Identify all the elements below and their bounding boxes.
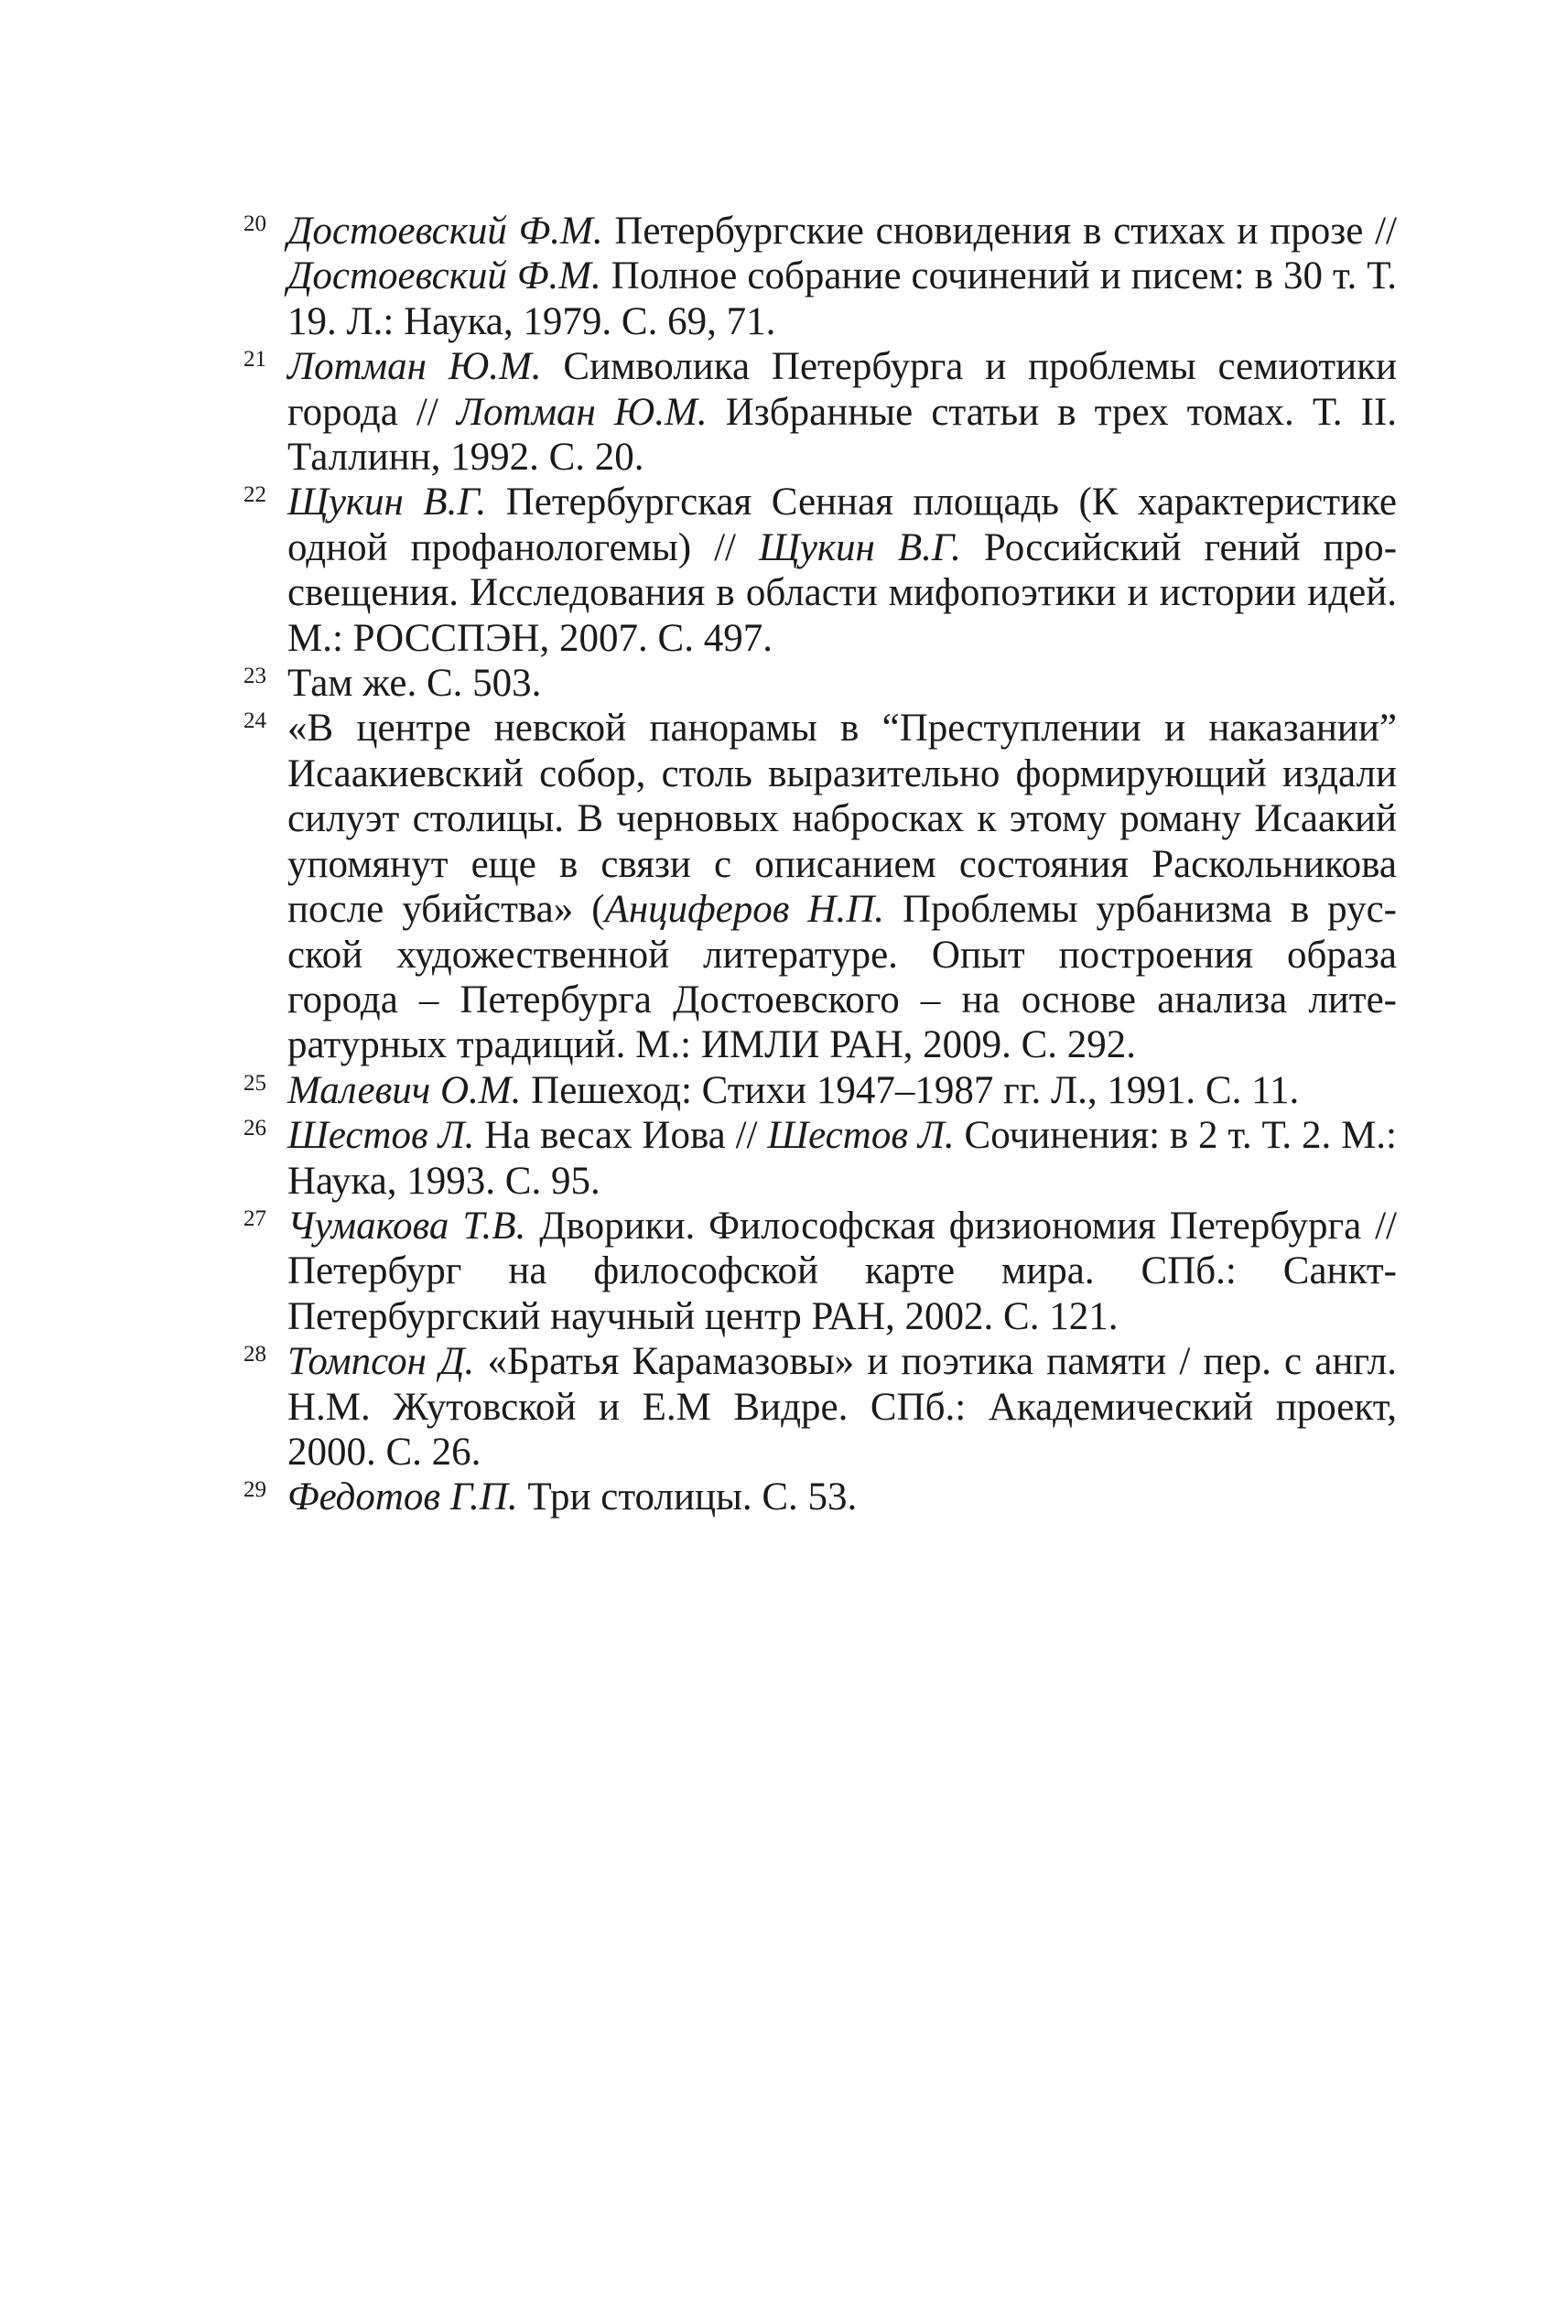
citation-text: Там же. С. 503. <box>287 662 542 706</box>
footnote-number: 24 <box>243 708 266 734</box>
footnote-23 <box>243 661 1397 706</box>
author-name: Томпсон Д. <box>287 1340 475 1384</box>
citation-text: Российский гений просвещения. Исследования в области мифопоэтики и истории идей. М.: РОССПЭН, 2007. С. 497. <box>287 525 1398 660</box>
footnote-text <box>287 1069 1299 1112</box>
author-name: Щукин В.Г. <box>287 481 487 524</box>
citation-text: Петербургские сновидения в стихах и прозе // <box>602 210 1397 253</box>
footnote-number: 25 <box>243 1070 266 1096</box>
footnote-text <box>287 1475 857 1519</box>
footnote-text <box>287 707 1397 1066</box>
footnote-number: 20 <box>243 211 266 236</box>
citation-text: Дворики. Философская физиономия Петербурга // Петербург на философской карте мира. СПб.: Санкт-Петербургский научный центр РАН, 2002. С. 121. <box>287 1204 1398 1338</box>
footnote-text <box>287 1114 1397 1202</box>
author-name: Чумакова Т.В. <box>287 1204 526 1248</box>
footnote-21 <box>243 344 1397 480</box>
footnote-list <box>243 209 1397 1520</box>
footnote-number: 26 <box>243 1116 266 1141</box>
citation-text: Проблемы урбанизма в русской художественной литературе. Опыт построения образа города – Петербурга Достоевского – на основе анализа литературных традиций. М.: ИМЛИ РАН, 2009. С. 292. <box>287 888 1397 1067</box>
footnote-28 <box>243 1339 1397 1475</box>
citation-text: Избранные статьи в трех томах. Т. II. Таллинн, 1992. С. 20. <box>287 390 1398 480</box>
citation-text: Пешеход: Стихи 1947–1987 гг. Л., 1991. С. 11. <box>521 1068 1300 1112</box>
footnote-29 <box>243 1475 1397 1519</box>
author-name: Лотман Ю.М. <box>456 390 708 434</box>
footnote-27 <box>243 1204 1397 1339</box>
citation-text: «В центре невской панорамы в “Преступлении и наказании” Исаакиевский собор, столь выразительно формирующий издали силуэт столицы. В черновых набросках к этому роману Исаакий упомянут еще в связи с описанием состояния Раскольникова после убийства» ( <box>287 707 1397 932</box>
author-name: Достоевский Ф.М. <box>287 210 603 253</box>
footnote-text <box>287 1340 1397 1474</box>
footnote-24 <box>243 706 1397 1067</box>
citation-text: Полное собрание сочинений и писем: в 30 т. Т. 19. Л.: Наука, 1979. С. 69, 71. <box>287 254 1398 343</box>
citation-text: Петербургская Сенная площадь (К характеристике одной профанологемы) // <box>287 481 1397 569</box>
footnote-text <box>287 345 1397 479</box>
footnote-text <box>287 210 1397 343</box>
footnote-number: 29 <box>243 1477 266 1503</box>
author-name: Анциферов Н.П. <box>604 888 885 932</box>
footnote-26 <box>243 1113 1397 1204</box>
footnote-number: 28 <box>243 1342 266 1367</box>
footnote-text <box>287 1205 1397 1338</box>
footnote-text <box>287 481 1397 659</box>
author-name: Малевич О.М. <box>287 1068 522 1112</box>
citation-text: На весах Иова // <box>474 1114 768 1158</box>
author-name: Щукин В.Г. <box>759 525 961 569</box>
author-name: Достоевский Ф.М. <box>287 254 601 298</box>
author-name: Шестов Л. <box>287 1114 475 1158</box>
footnote-22 <box>243 480 1397 661</box>
footnote-25 <box>243 1068 1397 1113</box>
citation-text: «Братья Карамазовы» и поэтика памяти / пер. с англ. Н.М. Жутовской и Е.М Видре. СПб.: Академический проект, 2000. С. 26. <box>287 1340 1397 1474</box>
footnote-number: 27 <box>243 1205 266 1231</box>
footnote-number: 21 <box>243 347 266 373</box>
citation-text: Три столицы. С. 53. <box>517 1475 858 1519</box>
footnote-number: 22 <box>243 482 266 508</box>
author-name: Шестов Л. <box>767 1114 955 1158</box>
footnote-text <box>287 662 541 705</box>
citation-text: Символика Петербурга и проблемы семиотики города // <box>287 345 1398 434</box>
citation-text: Сочинения: в 2 т. Т. 2. М.: Наука, 1993. С. 95. <box>287 1114 1398 1203</box>
footnote-number: 23 <box>243 664 266 689</box>
author-name: Федотов Г.П. <box>287 1475 518 1519</box>
author-name: Лотман Ю.М. <box>287 345 542 389</box>
footnote-20 <box>243 209 1397 344</box>
